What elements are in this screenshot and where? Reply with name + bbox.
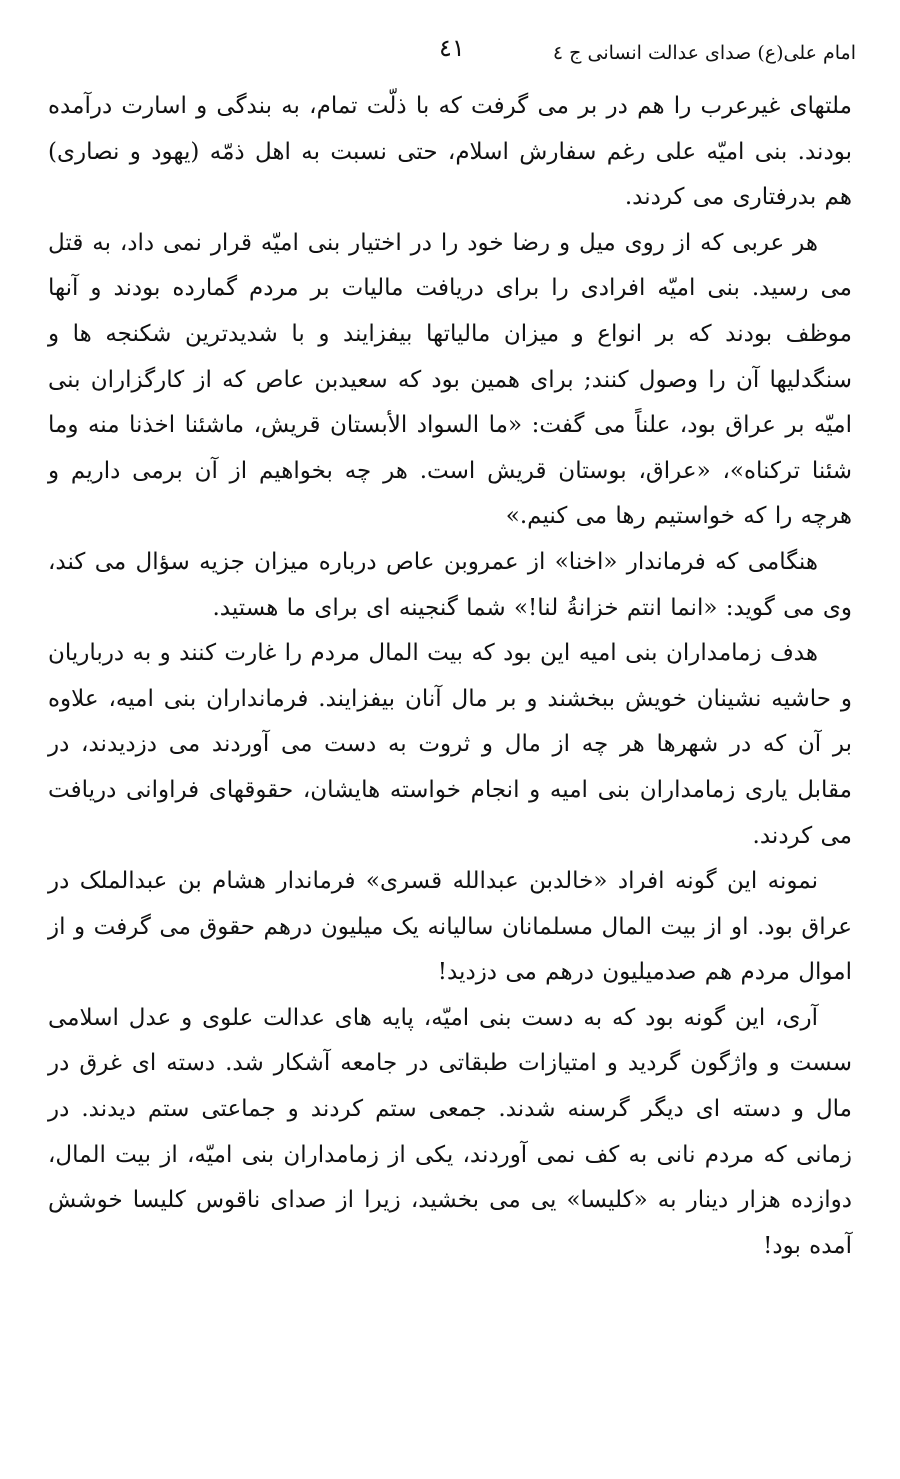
- paragraph-2: هر عربی که از روی میل و رضا خود را در اختیار بنی امیّه قرار نمی داد، به قتل می رسید. بنی امیّه افرادی را برای دریافت مالیات بر مردم گمارده بودند و آنها موظف بودند که بر انواع و میزان مالیاتها بیفزایند و با شدیدترین شکنجه ها و سنگدلیها آن را وصول کنند; برای همین بود که سعیدبن عاص که از کارگزاران بنی امیّه بر عراق بود، علناً می گفت: «ما السواد الأبستان قریش، ماشئنا اخذنا منه وما شئنا ترکناه»، «عراق، بوستان قریش است. هر چه بخواهیم از آن برمی داریم و هرچه را که خواستیم رها می کنیم.»: [48, 229, 852, 530]
- paragraph-6: آری، این گونه بود که به دست بنی امیّه، پایه های عدالت علوی و عدل اسلامی سست و واژگون گردید و امتیازات طبقاتی در جامعه آشکار شد. دسته ای غرق در مال و دسته ای دیگر گرسنه شدند. جمعی ستم کردند و جماعتی ستم دیدند. در زمانی که مردم نانی به کف نمی آوردند، یکی از زمامداران بنی امیّه، از بیت المال، دوازده هزار دینار به «کلیسا» یی می بخشید، زیرا از صدای ناقوس کلیسا خوشش آمده بود!: [48, 1004, 852, 1259]
- paragraph-4: هدف زمامداران بنی امیه این بود که بیت المال مردم را غارت کنند و به درباریان و حاشیه نشینان خویش ببخشند و بر مال آنان بیفزایند. فرمانداران بنی امیه، علاوه بر آن که در شهرها هر چه از مال و ثروت به دست می آوردند می دزدیدند، در مقابل یاری زمامداران بنی امیه و انجام خواسته هایشان، حقوقهای فراوانی دریافت می کردند.: [48, 640, 852, 849]
- paragraph-1: ملتهای غیرعرب را هم در بر می گرفت که با ذلّت تمام، به بندگی و اسارت درآمده بودند. بنی امیّه علی رغم سفارش اسلام، حتی نسبت به اهل ذمّه (یهود و نصاری) هم بدرفتاری می کردند.: [48, 93, 852, 211]
- paragraph-3: هنگامی که فرماندار «اخنا» از عمروبن عاص درباره میزان جزیه سؤال می کند، وی می گوید: «انما انتم خزانةُ لنا!» شما گنجینه ای برای ما هستید.: [48, 548, 852, 621]
- paragraph-5: نمونه این گونه افراد «خالدبن عبدالله قسری» فرماندار هشام بن عبدالملک در عراق بود. او از بیت المال مسلمانان سالیانه یک میلیون درهم حقوق می گرفت و از اموال مردم هم صدمیلیون درهم می دزدید!: [48, 868, 852, 986]
- book-title: امام علی(ع) صدای عدالت انسانی ج ٤: [552, 42, 856, 64]
- body-text: [48, 84, 852, 1269]
- running-header: [44, 34, 856, 74]
- page-number: ٤١: [439, 34, 465, 62]
